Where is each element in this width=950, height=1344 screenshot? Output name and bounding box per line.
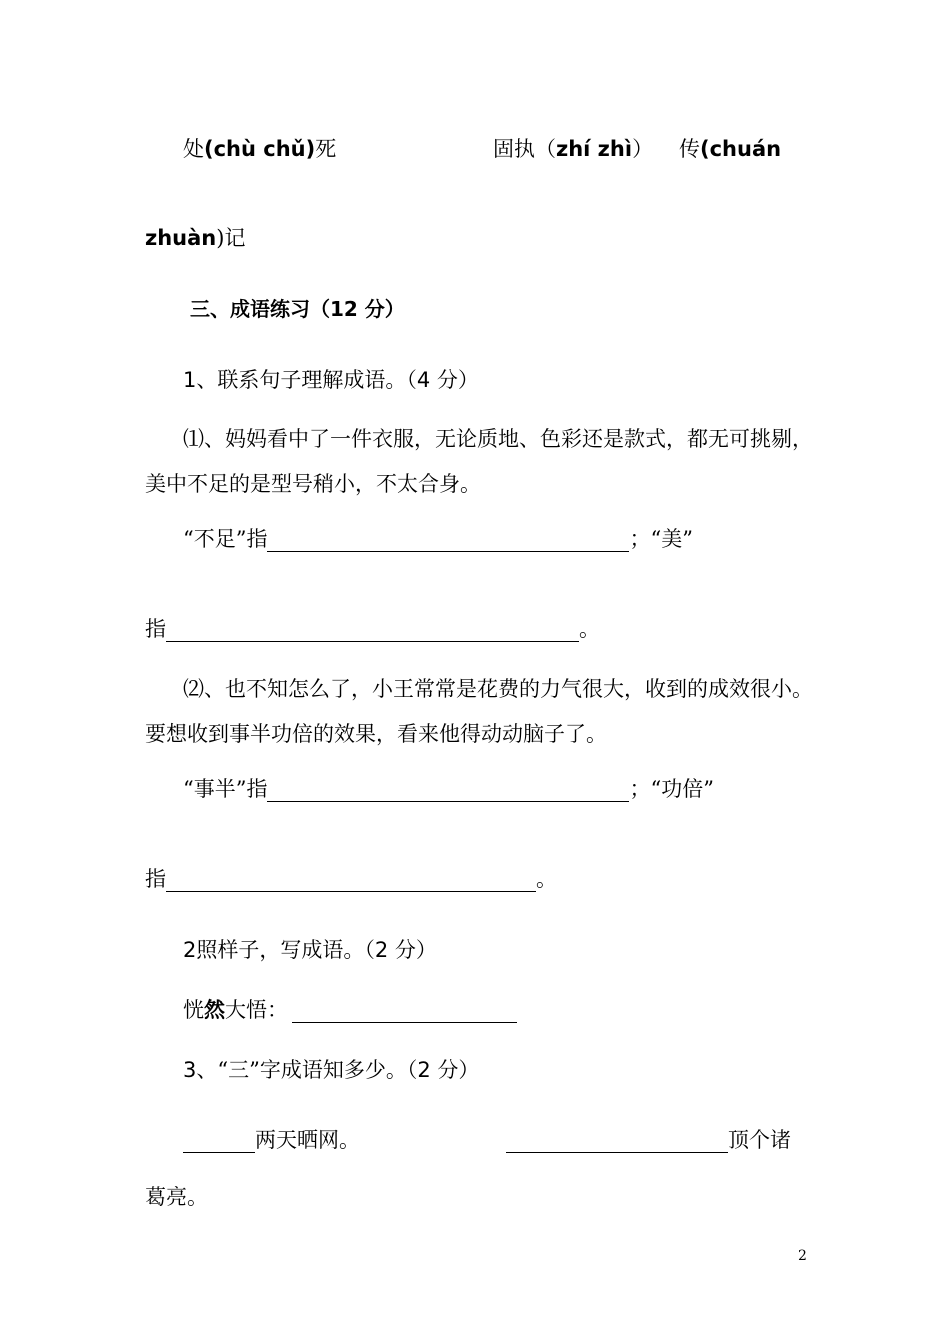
zhuan-pinyin-b: zhuàn <box>145 226 217 250</box>
q1-s2-fill-a <box>183 774 714 804</box>
q2-num: 2 <box>183 938 197 962</box>
q1-s1-fill-b-label: 指 <box>145 617 166 641</box>
q1-end: 分） <box>430 368 479 392</box>
q1-s2-fill-a-label: “事半”指 <box>183 777 268 801</box>
chu-pinyin: (chù chǔ) <box>204 137 316 161</box>
q3-end: 分） <box>430 1058 480 1082</box>
q1-s2-fill-b-end: 。 <box>536 867 557 891</box>
q1-s2-fill-b-label: 指 <box>145 867 166 891</box>
q1-s1-blank-b[interactable] <box>166 619 579 642</box>
q1-s1-fill-a <box>183 524 693 554</box>
zhuan-word-end: 记 <box>224 226 246 250</box>
q1-s1-fill-a-end: ；“美” <box>629 527 693 551</box>
q2-score: 2 <box>374 938 389 962</box>
page-number: 2 <box>798 1248 807 1264</box>
pinyin-item-chu <box>183 134 336 164</box>
q3-title <box>183 1055 479 1085</box>
q3-num: 3 <box>183 1058 197 1082</box>
q2-title <box>183 935 437 965</box>
q3-item1-end: 两天晒网。 <box>255 1128 360 1152</box>
q3-item1 <box>183 1125 360 1155</box>
q1-s1-line1: ⑴、妈妈看中了一件衣服，无论质地、色彩还是款式，都无可挑剔， <box>183 427 813 451</box>
q2-example-bold: 然 <box>204 998 225 1022</box>
q1-s1-blank-a[interactable] <box>267 529 629 552</box>
q2-end: 分） <box>388 938 437 962</box>
q3-blank-1[interactable] <box>183 1130 255 1153</box>
q1-s2-line1: ⑵、也不知怎么了，小王常常是花费的力气很大，收到的成效很小。 <box>183 677 813 701</box>
section3-heading-end: 分） <box>357 297 405 321</box>
q1-num: 1 <box>183 368 197 392</box>
q2-example-a: 恍 <box>183 998 204 1022</box>
gu-word: 固执 <box>493 137 535 161</box>
pinyin-item-gu <box>493 134 653 164</box>
gu-open: （ <box>535 137 556 161</box>
q1-s1-line2: 美中不足的是型号稍小，不太合身。 <box>145 472 481 496</box>
q1-s2-line2: 要想收到事半功倍的效果，看来他得动动脑子了。 <box>145 722 607 746</box>
q3-blank-2[interactable] <box>506 1130 728 1153</box>
q1-s1-fill-a-label: “不足”指 <box>183 527 268 551</box>
q1-s2-fill-a-end: ；“功倍” <box>629 777 714 801</box>
gu-pinyin: zhí zhì <box>556 137 633 161</box>
pinyin-item-zhuan-cont <box>145 223 245 253</box>
gu-close: ） <box>632 137 654 161</box>
section3-heading <box>190 294 405 324</box>
q3-item2 <box>506 1125 791 1155</box>
q3-item2-end-a: 顶个诸 <box>728 1128 791 1152</box>
q2-blank[interactable] <box>292 1000 517 1023</box>
q1-s1-fill-b-end: 。 <box>579 617 600 641</box>
q3-item2-cont: 葛亮。 <box>145 1185 208 1209</box>
q1-score: 4 <box>416 368 431 392</box>
chu-char: 处 <box>183 137 204 161</box>
q1-s2-fill-b <box>145 864 557 894</box>
q1-text: 、联系句子理解成语。（ <box>196 368 417 392</box>
zhuan-pinyin-a: (chuán <box>700 137 782 161</box>
pinyin-item-zhuan <box>679 134 781 164</box>
chu-word-end: 死 <box>315 137 337 161</box>
q1-title <box>183 365 479 395</box>
q1-s1-fill-b <box>145 614 600 644</box>
q3-score: 2 <box>417 1058 431 1082</box>
q3-text: 、“三”字成语知多少。（ <box>196 1058 418 1082</box>
q1-s2-blank-a[interactable] <box>267 779 629 802</box>
q2-example <box>183 995 517 1025</box>
q1-s2-blank-b[interactable] <box>166 869 536 892</box>
zhuan-char: 传 <box>679 137 700 161</box>
section3-heading-num: 12 <box>330 297 358 321</box>
q2-text: 照样子，写成语。（ <box>196 938 375 962</box>
q2-example-b: 大悟： <box>225 998 288 1022</box>
zhuan-close: ) <box>216 226 225 250</box>
section3-heading-text: 三、成语练习（ <box>190 297 330 321</box>
